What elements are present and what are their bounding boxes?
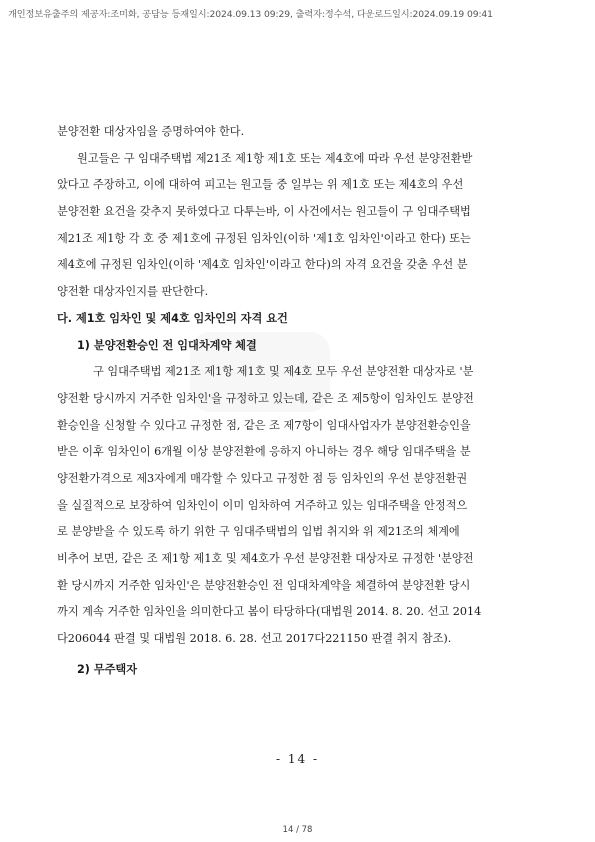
page-number: - 14 - [275, 752, 319, 766]
body-line: 다206044 판결 및 대법원 2018. 6. 28. 선고 2017다221150 판결 취지 참조). [57, 632, 452, 646]
body-line: 로 분양받을 수 있도록 하기 위한 구 임대주택법의 입법 취지와 위 제21조의 체계에 [57, 525, 460, 539]
page-counter: 14 / 78 [282, 825, 313, 835]
document-body [57, 119, 520, 686]
print-header: 개인정보유출주의 제공자:조미화, 공담능 등재일시:2024.09.13 09:29, 출력자:정수석, 다운로드일시:2024.09.19 09:41 [8, 9, 493, 20]
body-line: 양전환가격으로 제3자에게 매각할 수 있다고 규정한 점 등 임차인의 우선 분양전환권 [57, 471, 468, 485]
body-line: 양전환 당시까지 거주한 임차인'을 규정하고 있는데, 같은 조 제5항이 임차인도 분양전 [57, 391, 474, 405]
body-line: 제21조 제1항 각 호 중 제1호에 규정된 임차인(이하 '제1호 임차인'이라고 한다) 또는 [57, 231, 471, 245]
body-line: 구 임대주택법 제21조 제1항 제1호 및 제4호 모두 우선 분양전환 대상자로 '분 [93, 365, 474, 379]
section-heading: 다. 제1호 임차인 및 제4호 임차인의 자격 요건 [57, 311, 288, 325]
body-line: 을 실질적으로 보장하여 임차인이 이미 임차하여 거주하고 있는 임대주택을 안정적으 [57, 498, 468, 512]
body-line: 았다고 주장하고, 이에 대하여 피고는 원고들 중 일부는 위 제1호 또는 제4호의 우선 [57, 178, 464, 192]
body-line: 양전환 대상자인지를 판단한다. [57, 285, 209, 299]
body-line: 분양전환 대상자임을 증명하여야 한다. [57, 125, 245, 138]
subsection-heading: 2) 무주택자 [77, 662, 138, 676]
body-line: 받은 이후 임차인이 6개월 이상 분양전환에 응하지 아니하는 경우 해당 임대주택을 분 [57, 445, 471, 459]
body-line: 까지 계속 거주한 임차인을 의미한다고 봄이 타당하다(대법원 2014. 8. 20. 선고 2014 [57, 605, 482, 619]
body-line: 분양전환 요건을 갖추지 못하였다고 다투는바, 이 사건에서는 원고들이 구 임대주택법 [57, 205, 471, 219]
body-line: 환승인을 신청할 수 있다고 규정한 점, 같은 조 제7항이 임대사업자가 분양전환승인을 [57, 418, 471, 432]
body-line: 제4호에 규정된 임차인(이하 '제4호 임차인'이라고 한다)의 자격 요건을 갖춘 우선 분 [57, 258, 468, 272]
body-line: 환 당시까지 거주한 임차인'은 분양전환승인 전 임대차계약을 체결하여 분양전환 당시 [57, 578, 471, 592]
subsection-heading: 1) 분양전환승인 전 임대차계약 체결 [77, 338, 257, 352]
body-line: 원고들은 구 임대주택법 제21조 제1항 제1호 또는 제4호에 따라 우선 분양전환받 [77, 151, 473, 165]
body-line: 비추어 보면, 같은 조 제1항 제1호 및 제4호가 우선 분양전환 대상자로 규정한 '분양전 [57, 552, 474, 565]
